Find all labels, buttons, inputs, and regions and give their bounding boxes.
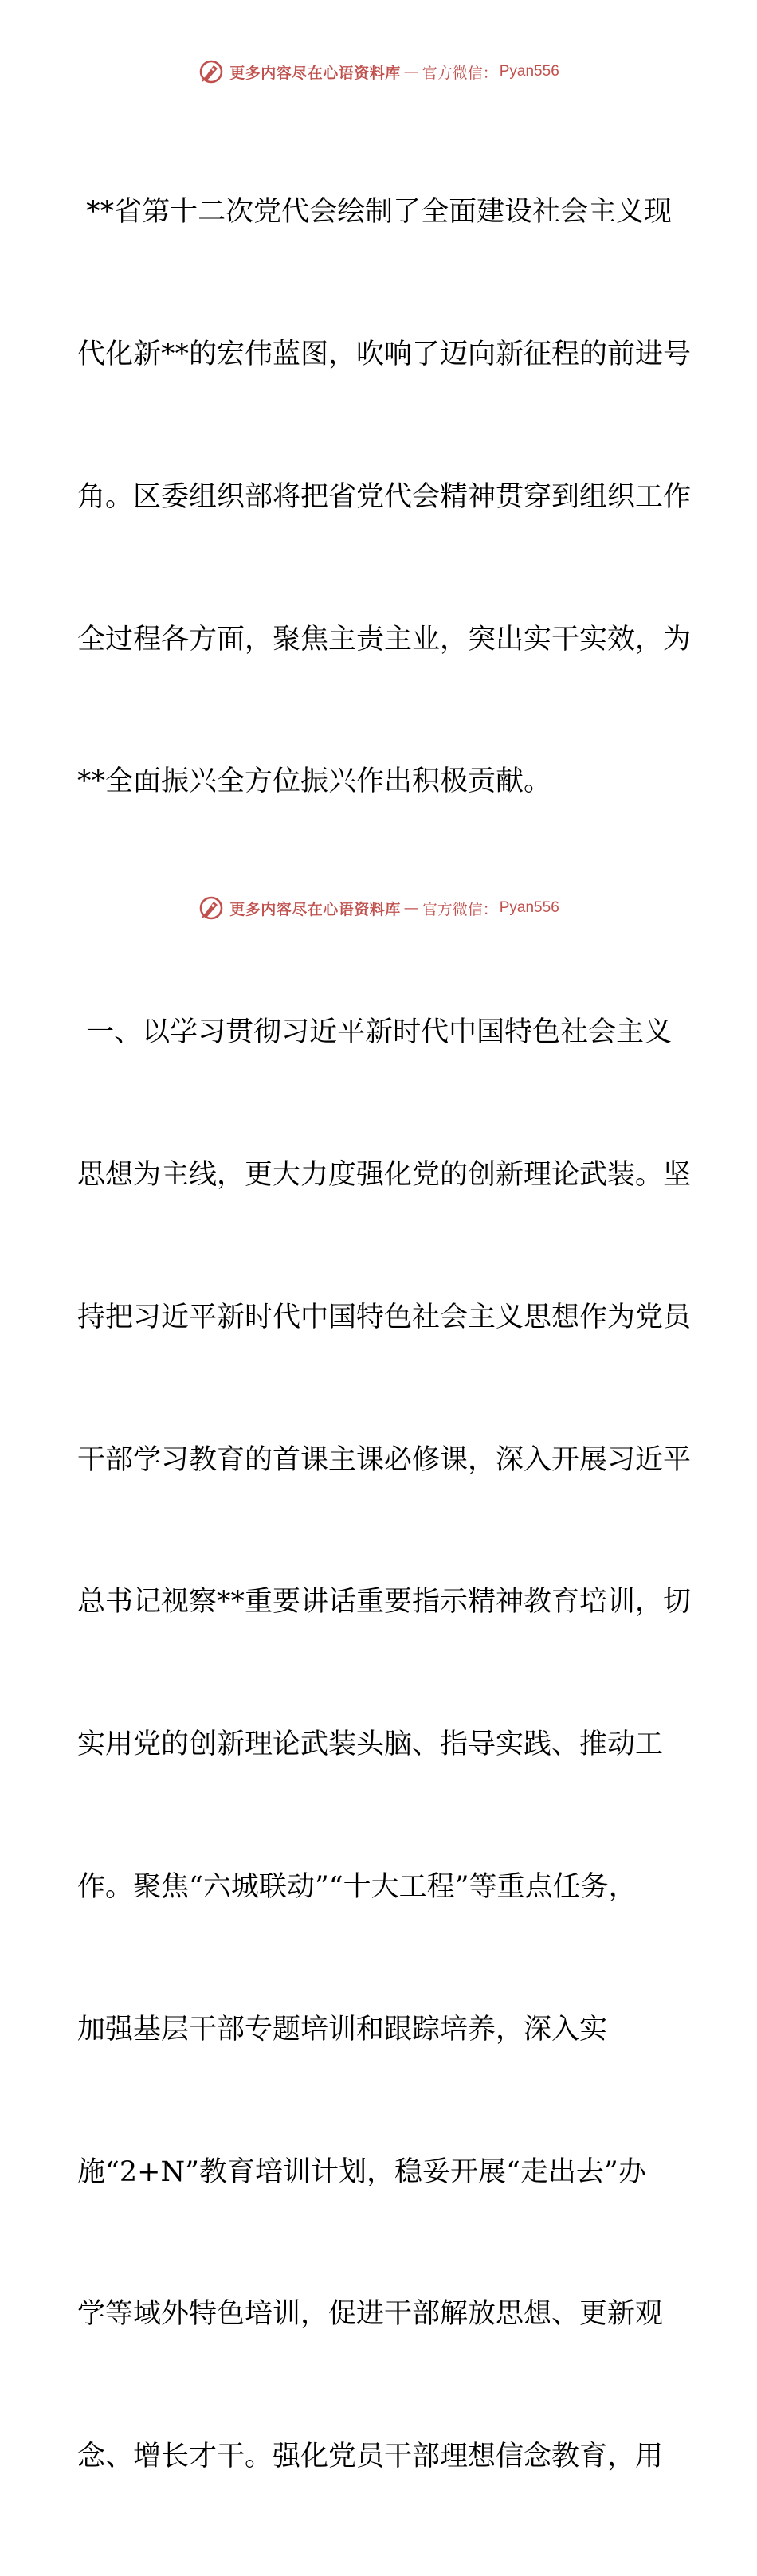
- text-line: 持把习近平新时代中国特色社会主义思想作为党员: [77, 1301, 692, 1333]
- text-line: 加强基层干部专题培训和跟踪培养，深入实: [77, 2013, 608, 2046]
- watermark-main-text: 更多内容尽在心语资料库: [229, 64, 401, 82]
- text-line: 干部学习教育的首课主课必修课，深入开展习近平: [77, 1443, 692, 1476]
- text-line: 学等域外特色培训，促进干部解放思想、更新观: [77, 2298, 664, 2331]
- text-line: 角。区委组织部将把省党代会精神贯穿到组织工作: [77, 480, 692, 513]
- paragraph-2: [77, 914, 692, 2576]
- text-line: 思想为主线，更大力度强化党的创新理论武装。坚: [77, 1159, 692, 1192]
- text-line: 代化新**的宏伟蓝图，吹响了迈向新征程的前进号: [77, 338, 692, 370]
- watermark-label: 官方微信：: [422, 64, 498, 82]
- text-line: 施“2+N”教育培训计划，稳妥开展“走出去”办: [77, 2155, 646, 2188]
- text-line: 念、增长才干。强化党员干部理想信念教育，用: [77, 2441, 664, 2473]
- footer-watermark: [0, 892, 757, 924]
- body-text: [77, 94, 692, 2576]
- watermark-separator: —: [403, 63, 419, 80]
- watermark-wechat-id: Pyan556: [499, 899, 559, 916]
- text-line: 总书记视察**重要讲话重要指示精神教育培训，切: [77, 1586, 692, 1619]
- header-watermark: [0, 56, 757, 88]
- text-line: 一、以学习贯彻习近平新时代中国特色社会主义: [77, 1016, 673, 1049]
- text-line: **省第十二次党代会绘制了全面建设社会主义现: [77, 196, 673, 229]
- pen-nib-circle-icon: [198, 895, 225, 922]
- paragraph-1: [77, 94, 692, 901]
- watermark-main-text: 更多内容尽在心语资料库: [229, 900, 401, 918]
- text-line: 作。聚焦“六城联动”“十大工程”等重点任务，: [77, 1870, 637, 1903]
- text-line: 实用党的创新理论武装头脑、指导实践、推动工: [77, 1728, 664, 1761]
- watermark-label: 官方微信：: [422, 900, 498, 918]
- pen-nib-circle-icon: [198, 58, 225, 85]
- watermark-separator: —: [403, 899, 419, 917]
- text-line: 全过程各方面，聚焦主责主业，突出实干实效，为: [77, 623, 692, 656]
- text-line: **全面振兴全方位振兴作出积极贡献。: [77, 765, 552, 798]
- watermark-wechat-id: Pyan556: [499, 63, 559, 80]
